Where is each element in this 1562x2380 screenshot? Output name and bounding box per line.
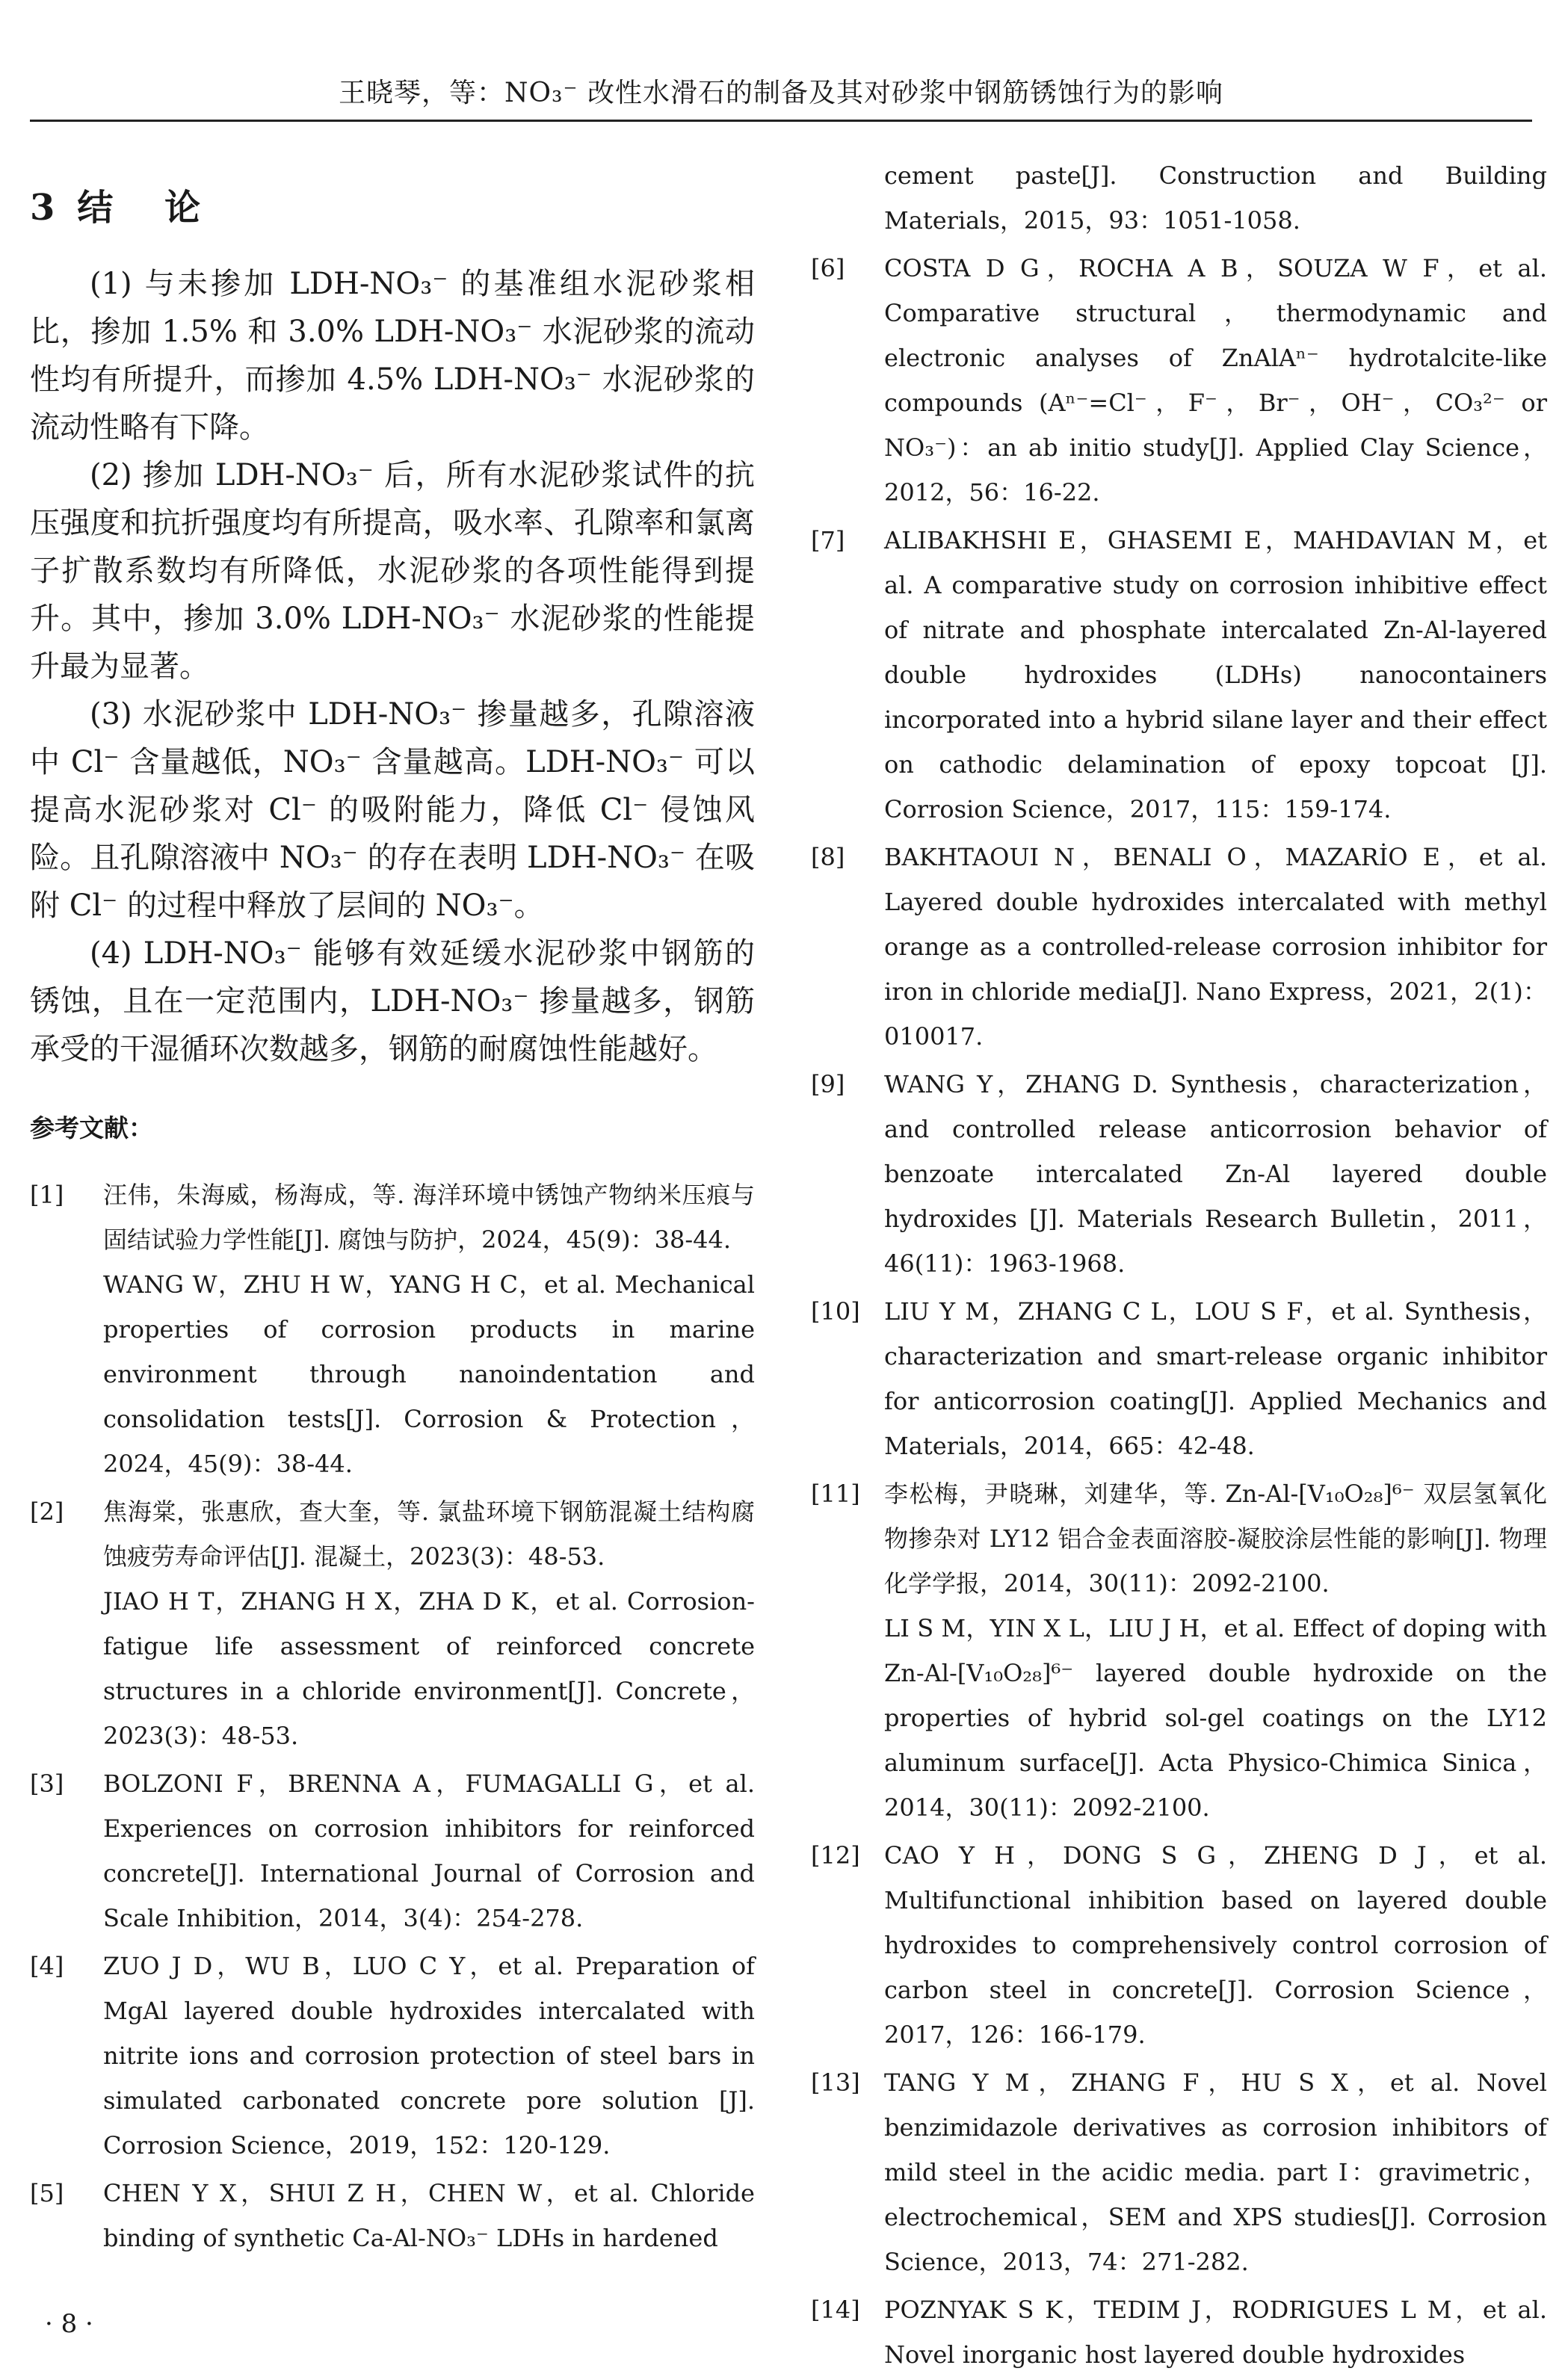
reference-item [811, 2287, 1547, 2377]
reference-text: BOLZONI F，BRENNA A，FUMAGALLI G，et al. Experiences on corrosion inhibitors for reinforced concrete[J]. International Journal of Corrosion and Scale Inhibition，2014，3(4)：254-278. [103, 1769, 755, 1932]
section-number: 3 [30, 187, 55, 229]
reference-item [811, 835, 1547, 1059]
reference-text: WANG Y，ZHANG D. Synthesis，characterization，and controlled release anticorrosion behavior of benzoate intercalated Zn-Al layered double hydroxides [J]. Materials Research Bulletin，2011，46(11)：1963-1968. [884, 1070, 1547, 1278]
reference-tag: [7] [811, 526, 845, 554]
reference-text: ALIBAKHSHI E，GHASEMI E，MAHDAVIAN M，et al. A comparative study on corrosion inhibitive effect of nitrate and phosphate intercalated Zn-Al-layered double hydroxides (LDHs) nanocontainers incorporated into a hybrid silane layer and their effect on cathodic delamination of epoxy topcoat [J]. Corrosion Science，2017，115：159-174. [884, 526, 1547, 823]
running-head: 王晓琴，等：NO₃⁻ 改性水滑石的制备及其对砂浆中钢筋锈蚀行为的影响 [339, 78, 1223, 108]
reference-item [811, 1289, 1547, 1468]
reference-tag: [11] [811, 1480, 860, 1508]
section-title [30, 179, 755, 230]
conclusion-paragraph: (1) 与未掺加 LDH-NO₃⁻ 的基准组水泥砂浆相比，掺加 1.5% 和 3.0% LDH-NO₃⁻ 水泥砂浆的流动性均有所提升，而掺加 4.5% LDH-NO₃⁻ 水泥砂浆的流动性略有下降。 [30, 267, 755, 445]
conclusion-paragraph: (2) 掺加 LDH-NO₃⁻ 后，所有水泥砂浆试件的抗压强度和抗折强度均有所提高，吸水率、孔隙率和氯离子扩散系数均有所降低，水泥砂浆的各项性能得到提升。其中，掺加 3.0% LDH-NO₃⁻ 水泥砂浆的性能提升最为显著。 [30, 458, 755, 684]
reference-text: CHEN Y X，SHUI Z H，CHEN W，et al. Chloride binding of synthetic Ca-Al-NO₃⁻ LDHs in hardened [103, 2179, 755, 2252]
reference-item [30, 2171, 755, 2260]
reference-text: POZNYAK S K，TEDIM J，RODRIGUES L M，et al. Novel inorganic host layered double hydroxides [884, 2296, 1547, 2369]
reference-tag: [9] [811, 1070, 845, 1098]
reference-text: WANG W，ZHU H W，YANG H C，et al. Mechanical properties of corrosion products in marine environment through nanoindentation and consolidation tests[J]. Corrosion & Protection，2024，45(9)：38-44. [103, 1270, 755, 1478]
reference-item [30, 1761, 755, 1941]
reference-tag: [13] [811, 2068, 860, 2097]
reference-item [811, 1471, 1547, 1830]
reference-continuation: cement paste[J]. Construction and Building Materials，2015，93：1051-1058. [884, 161, 1547, 235]
reference-item [811, 246, 1547, 515]
reference-tag: [3] [30, 1769, 64, 1798]
reference-text: COSTA D G，ROCHA A B，SOUZA W F，et al. Comparative structural，thermodynamic and electronic analyses of ZnAlAⁿ⁻ hydrotalcite-like compounds (Aⁿ⁻=Cl⁻，F⁻，Br⁻，OH⁻，CO₃²⁻ or NO₃⁻)：an ab initio study[J]. Applied Clay Science，2012，56：16-22. [884, 254, 1547, 507]
reference-tag: [1] [30, 1181, 64, 1209]
reference-text: BAKHTAOUI N，BENALI O，MAZARİO E，et al. Layered double hydroxides intercalated with methyl orange as a controlled-release corrosion inhibitor for iron in chloride media[J]. Nano Express，2021，2(1)：010017. [884, 843, 1547, 1051]
reference-text: 李松梅，尹晓琳，刘建华，等. Zn-Al-[V₁₀O₂₈]⁶⁻ 双层氢氧化物掺杂对 LY12 铝合金表面溶胶-凝胶涂层性能的影响[J]. 物理化学学报，2014，30(11)：2092-2100. [884, 1480, 1547, 1598]
reference-text: CAO Y H，DONG S G，ZHENG D J，et al. Multifunctional inhibition based on layered double hydroxides to comprehensively control corrosion of carbon steel in concrete[J]. Corrosion Science，2017，126：166-179. [884, 1841, 1547, 2049]
reference-tag: [4] [30, 1952, 64, 1980]
reference-tag: [2] [30, 1497, 64, 1526]
reference-item [811, 1062, 1547, 1286]
reference-text: 焦海棠，张惠欣，查大奎，等. 氯盐环境下钢筋混凝土结构腐蚀疲劳寿命评估[J]. 混凝土，2023(3)：48-53. [103, 1497, 755, 1571]
reference-tag: [6] [811, 254, 845, 282]
reference-item [811, 2060, 1547, 2284]
reference-text: ZUO J D，WU B，LUO C Y，et al. Preparation of MgAl layered double hydroxides intercalated with nitrite ions and corrosion protection of steel bars in simulated carbonated concrete pore solution [J]. Corrosion Science，2019，152：120-129. [103, 1952, 755, 2160]
reference-text: JIAO H T，ZHANG H X，ZHA D K，et al. Corrosion-fatigue life assessment of reinforced concrete structures in a chloride environment[J]. Concrete，2023(3)：48-53. [103, 1587, 755, 1750]
left-column [30, 153, 755, 2263]
reference-text: 汪伟，朱海威，杨海成，等. 海洋环境中锈蚀产物纳米压痕与固结试验力学性能[J]. 腐蚀与防护，2024，45(9)：38-44. [103, 1181, 755, 1254]
reference-tag: [8] [811, 843, 845, 871]
conclusions [30, 260, 755, 1073]
section-heading: 结 论 [77, 187, 220, 229]
reference-tag: [10] [811, 1297, 860, 1326]
reference-tag: [12] [811, 1841, 860, 1870]
reference-text: LI S M，YIN X L，LIU J H，et al. Effect of doping with Zn-Al-[V₁₀O₂₈]⁶⁻ layered double hydroxide on the properties of hybrid sol-gel coatings on the LY12 aluminum surface[J]. Acta Physico-Chimica Sinica，2014，30(11)：2092-2100. [884, 1614, 1547, 1822]
reference-item [811, 518, 1547, 832]
reference-text: TANG Y M，ZHANG F，HU S X，et al. Novel benzimidazole derivatives as corrosion inhibitors of mild steel in the acidic media. part I：gravimetric，electrochemical，SEM and XPS studies[J]. Corrosion Science，2013，74：271-282. [884, 2068, 1547, 2276]
conclusion-paragraph: (4) LDH-NO₃⁻ 能够有效延缓水泥砂浆中钢筋的锈蚀，且在一定范围内，LDH-NO₃⁻ 掺量越多，钢筋承受的干湿循环次数越多，钢筋的耐腐蚀性能越好。 [30, 936, 755, 1066]
reference-item [30, 1944, 755, 2168]
conclusion-paragraph: (3) 水泥砂浆中 LDH-NO₃⁻ 掺量越多，孔隙溶液中 Cl⁻ 含量越低，NO₃⁻ 含量越高。LDH-NO₃⁻ 可以提高水泥砂浆对 Cl⁻ 的吸附能力，降低 Cl⁻ 侵蚀风险。且孔隙溶液中 NO₃⁻ 的存在表明 LDH-NO₃⁻ 在吸附 Cl⁻ 的过程中释放了层间的 NO₃⁻。 [30, 697, 755, 923]
right-column [811, 153, 1547, 2380]
reference-text: LIU Y M，ZHANG C L，LOU S F，et al. Synthesis，characterization and smart-release organic inhibitor for anticorrosion coating[J]. Applied Mechanics and Materials，2014，665：42-48. [884, 1297, 1547, 1460]
reference-item [30, 1172, 755, 1486]
header-rule [30, 120, 1532, 122]
reference-item [30, 1489, 755, 1758]
page-number: · 8 · [45, 2309, 93, 2339]
references-title: 参考文献： [30, 1113, 153, 1143]
reference-tag: [5] [30, 2179, 64, 2207]
reference-item [811, 1833, 1547, 2057]
reference-tag: [14] [811, 2296, 860, 2324]
